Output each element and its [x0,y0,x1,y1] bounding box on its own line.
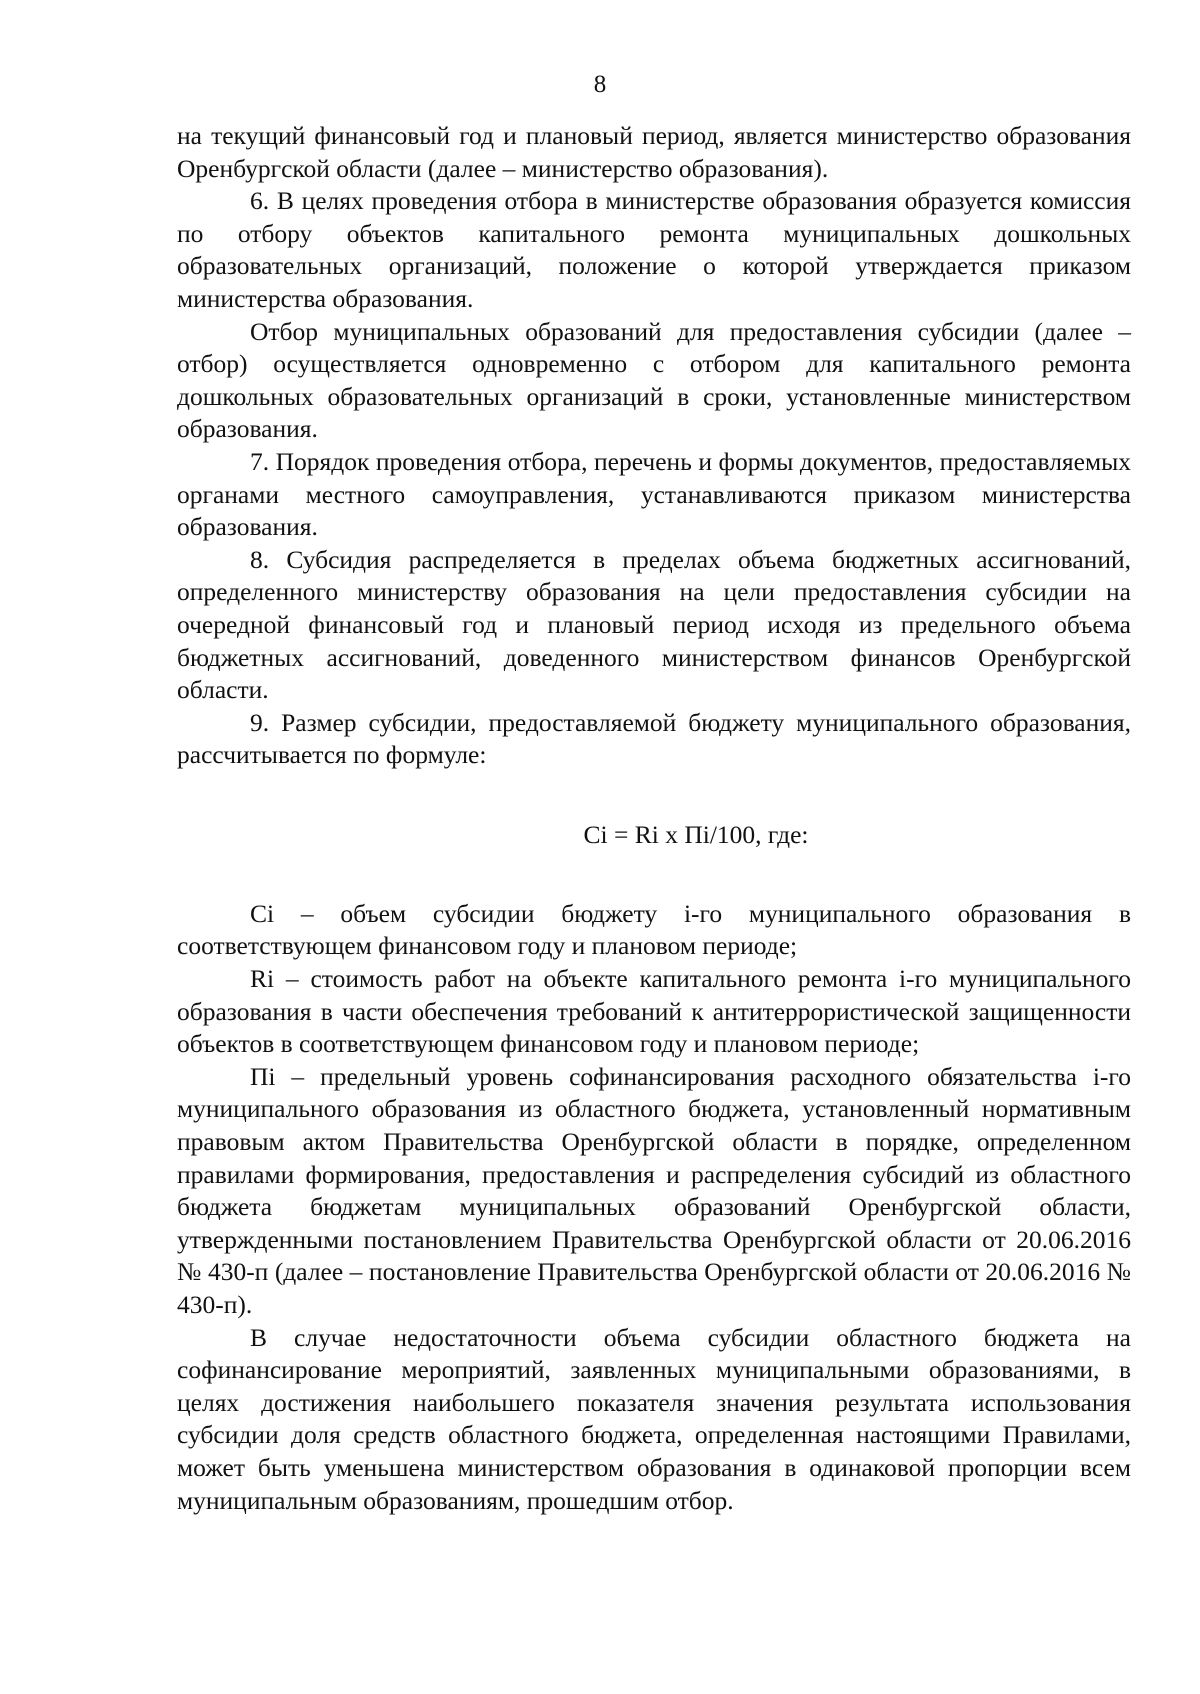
paragraph-item-6: 6. В целях проведения отбора в министерстве образования образуется комиссия по отбору объектов капитального ремонта муниципальных дошкольных образовательных организаций, положение о которой утверждается приказом министерства образования. [177,186,1131,313]
page-number: 8 [593,71,607,98]
definition-ci: Сi – объем субсидии бюджету i-го муниципального образования в соответствующем финансовом году и плановом периоде; [177,898,1131,961]
paragraph-item-8: 8. Субсидия распределяется в пределах объема бюджетных ассигнований, определенного министерству образования на цели предоставления субсидии на очередной финансовый год и плановый период исходя из предельного объема бюджетных ассигнований, доведенного министерством финансов Оренбургской области. [177,544,1131,705]
paragraph-continuation: на текущий финансовый год и плановый период, является министерство образования Оренбургской области (далее – министерство образования). [177,121,1131,183]
paragraph-item-7: 7. Порядок проведения отбора, перечень и формы документов, предоставляемых органами местного самоуправления, устанавливаются приказом министерства образования. [177,446,1131,542]
paragraph-item-9: 9. Размер субсидии, предоставляемой бюджету муниципального образования, рассчитывается по формуле: [177,707,1131,770]
subsidy-formula: Сi = Ri x Пi/100, где: [583,819,809,849]
definition-ri: Ri – стоимость работ на объекте капитального ремонта i-го муниципального образования в части обеспечения требований к антитеррористической защищенности объектов в соответствующем финансовом году и плановом периоде; [177,964,1131,1059]
definition-pi: Пi – предельный уровень софинансирования расходного обязательства i-го муниципального образования из областного бюджета, установленный нормативным правовым актом Правительства Оренбургской области в порядке, определенном правилами формирования, предоставления и распределения субсидий из областного бюджета бюджетам муниципальных образований Оренбургской области, утвержденными постановлением Правительства Оренбургской области от 20.06.2016 № 430-п (далее – постановление Правительства Оренбургской области от 20.06.2016 № 430-п). [177,1061,1131,1319]
paragraph-insufficiency: В случае недостаточности объема субсидии областного бюджета на софинансирование мероприятий, заявленных муниципальными образованиями, в целях достижения наибольшего показателя значения результата использования субсидии доля средств областного бюджета, определенная настоящими Правилами, может быть уменьшена министерством образования в одинаковой пропорции всем муниципальным образованиям, прошедшим отбор. [177,1322,1131,1515]
document-body [177,120,1131,1517]
paragraph-selection: Отбор муниципальных образований для предоставления субсидии (далее – отбор) осуществляется одновременно с отбором для капитального ремонта дошкольных образовательных организаций в сроки, установленные министерством образования. [177,316,1131,444]
